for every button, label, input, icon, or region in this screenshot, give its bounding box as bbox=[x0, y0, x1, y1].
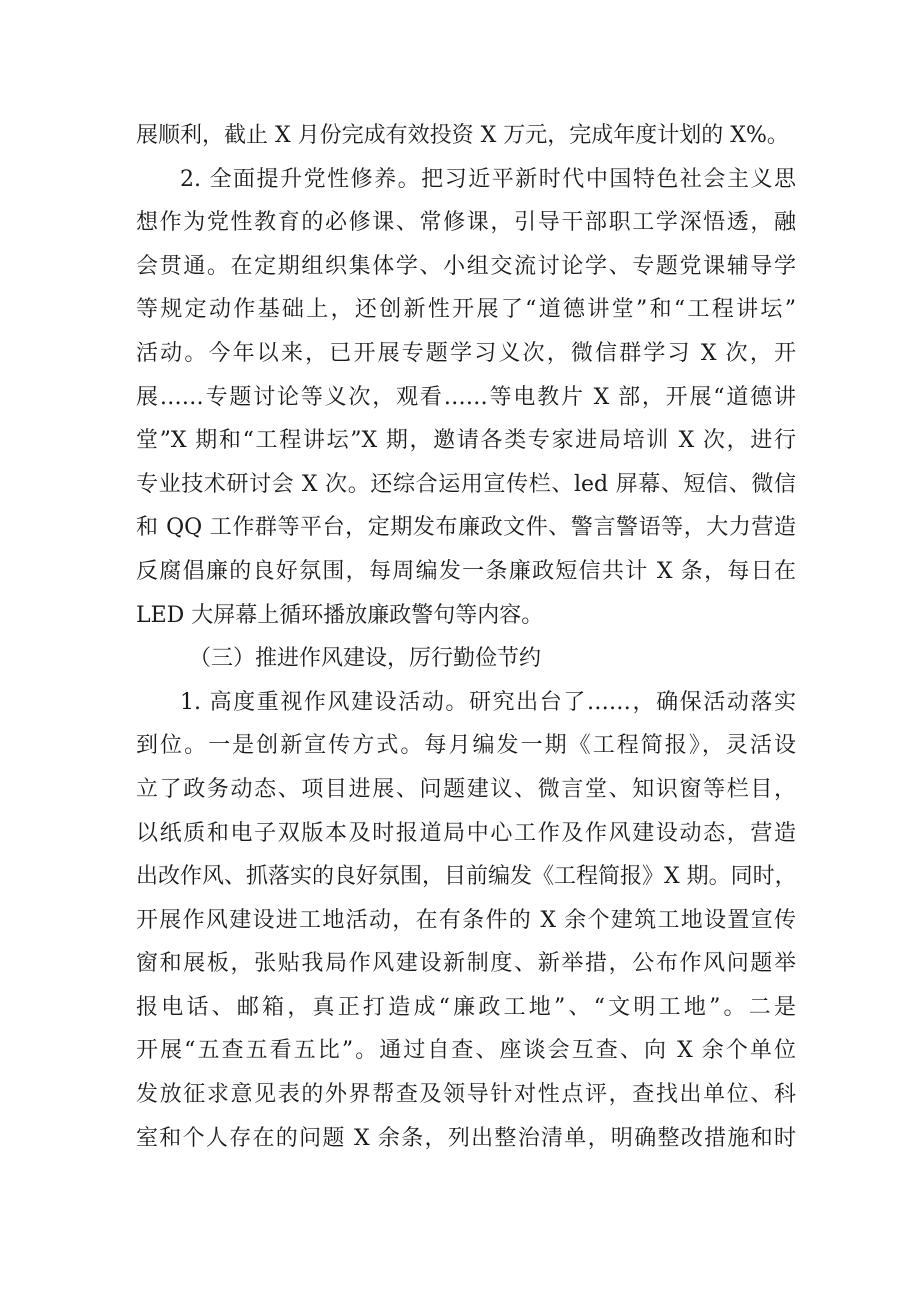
text-line: 开展“五查五看五比”。通过自查、座谈会互查、向 X 余个单位 bbox=[136, 1038, 796, 1064]
text-line: 专业技术研讨会 X 次。还综合运用宣传栏、led 屏幕、短信、微信 bbox=[136, 471, 796, 497]
text-line: 堂”X 期和“工程讲坛”X 期，邀请各类专家进局培训 X 次，进行 bbox=[136, 428, 796, 454]
text-line: 以纸质和电子双版本及时报道局中心工作及作风建设动态，营造 bbox=[136, 820, 796, 846]
text-line: 反腐倡廉的良好氛围，每周编发一条廉政短信共计 X 条，每日在 bbox=[136, 558, 796, 584]
text-line: 发放征求意见表的外界帮查及领导针对性点评，查找出单位、科 bbox=[136, 1082, 796, 1108]
text-line: 立了政务动态、项目进展、问题建议、微言堂、知识窗等栏目， bbox=[136, 776, 796, 802]
text-line: LED 大屏幕上循环播放廉政警句等内容。 bbox=[136, 602, 544, 628]
text-line: 报电话、邮箱，真正打造成“廉政工地”、“文明工地”。二是 bbox=[136, 994, 796, 1020]
text-line: 到位。一是创新宣传方式。每月编发一期《工程简报》，灵活设 bbox=[136, 733, 796, 759]
text-line: 展顺利，截止 X 月份完成有效投资 X 万元，完成年度计划的 X%。 bbox=[136, 123, 789, 148]
text-line: 窗和展板，张贴我局作风建设新制度、新举措，公布作风问题举 bbox=[136, 951, 796, 977]
text-line: 活动。今年以来，已开展专题学习义次，微信群学习 X 次，开 bbox=[136, 340, 796, 366]
paragraph-start-line: 2. 全面提升党性修养。把习近平新时代中国特色社会主义思 bbox=[180, 166, 796, 192]
text-line: 展……专题讨论等义次，观看……等电教片 X 部，开展“道德讲 bbox=[136, 384, 796, 410]
text-line: 开展作风建设进工地活动，在有条件的 X 余个建筑工地设置宣传 bbox=[136, 907, 796, 933]
text-line: 室和个人存在的问题 X 余条，列出整治清单，明确整改措施和时 bbox=[136, 1125, 796, 1151]
section-heading: （三）推进作风建设，厉行勤俭节约 bbox=[189, 646, 542, 672]
text-line: 和 QQ 工作群等平台，定期发布廉政文件、警言警语等，大力营造 bbox=[136, 515, 796, 541]
text-line: 出改作风、抓落实的良好氛围，目前编发《工程简报》X 期。同时， bbox=[136, 864, 797, 890]
text-line: 想作为党性教育的必修课、常修课，引导干部职工学深悟透，融 bbox=[136, 210, 796, 236]
body-text bbox=[136, 114, 796, 1160]
paragraph-start-line: 1. 高度重视作风建设活动。研究出台了……，确保活动落实 bbox=[180, 689, 796, 715]
text-line: 等规定动作基础上，还创新性开展了“道德讲堂”和“工程讲坛” bbox=[136, 297, 796, 323]
text-line: 会贯通。在定期组织集体学、小组交流讨论学、专题党课辅导学 bbox=[136, 253, 796, 279]
